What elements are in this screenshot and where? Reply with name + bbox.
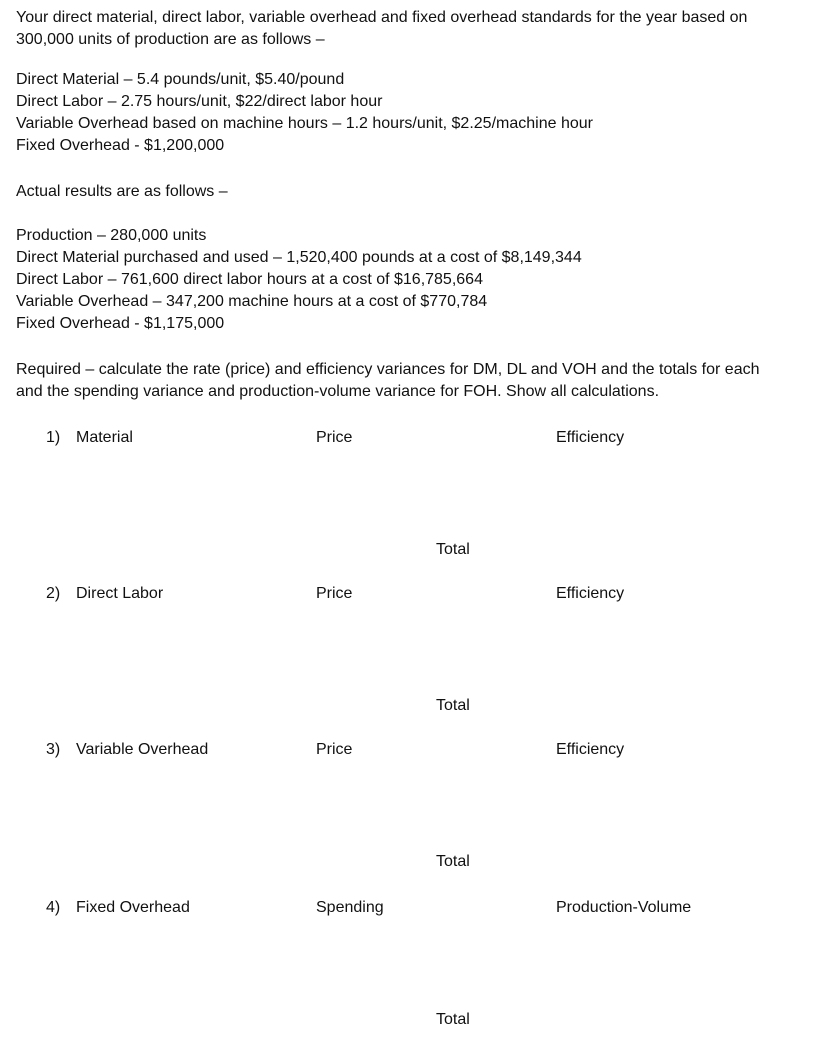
section-title: Material (76, 429, 133, 446)
section-fixed-overhead-header (0, 897, 836, 919)
section-variable-overhead-total (0, 851, 836, 873)
section-variable-overhead-header (0, 739, 836, 761)
section-direct-labor-header (0, 583, 836, 605)
total-label: Total (436, 541, 470, 558)
actual-fixed-overhead: Fixed Overhead - $1,175,000 (16, 315, 225, 332)
actual-direct-material: Direct Material purchased and used – 1,520,400 pounds at a cost of $8,149,344 (16, 249, 582, 266)
section-direct-labor-total (0, 695, 836, 717)
spending-variance-label: Spending (316, 899, 384, 916)
standard-fixed-overhead: Fixed Overhead - $1,200,000 (16, 137, 225, 154)
standard-direct-labor: Direct Labor – 2.75 hours/unit, $22/direct labor hour (16, 93, 383, 110)
section-fixed-overhead-total (0, 1009, 836, 1031)
section-number: 1) (46, 429, 61, 446)
total-label: Total (436, 697, 470, 714)
actual-variable-overhead: Variable Overhead – 347,200 machine hours at a cost of $770,784 (16, 293, 488, 310)
production-volume-variance-label: Production-Volume (556, 899, 692, 916)
section-title: Fixed Overhead (76, 899, 190, 916)
efficiency-variance-label: Efficiency (556, 741, 625, 758)
required-paragraph (16, 359, 816, 403)
actual-direct-labor: Direct Labor – 761,600 direct labor hours at a cost of $16,785,664 (16, 271, 483, 288)
section-number: 2) (46, 585, 61, 602)
section-number: 3) (46, 741, 61, 758)
standard-variable-overhead: Variable Overhead based on machine hours – 1.2 hours/unit, $2.25/machine hour (16, 115, 593, 132)
actual-results-heading: Actual results are as follows – (16, 183, 228, 200)
section-title: Direct Labor (76, 585, 164, 602)
section-material-header (0, 427, 836, 449)
actuals-list (16, 225, 816, 335)
standards-list (16, 69, 816, 157)
section-material-total (0, 539, 836, 561)
intro-line: 300,000 units of production are as follows – (16, 31, 325, 48)
price-variance-label: Price (316, 585, 353, 602)
price-variance-label: Price (316, 429, 353, 446)
standard-direct-material: Direct Material – 5.4 pounds/unit, $5.40/pound (16, 71, 345, 88)
price-variance-label: Price (316, 741, 353, 758)
total-label: Total (436, 1011, 470, 1028)
efficiency-variance-label: Efficiency (556, 585, 625, 602)
efficiency-variance-label: Efficiency (556, 429, 625, 446)
section-number: 4) (46, 899, 61, 916)
required-line: and the spending variance and production-volume variance for FOH. Show all calculations. (16, 383, 660, 400)
section-title: Variable Overhead (76, 741, 209, 758)
intro-paragraph (16, 7, 816, 51)
intro-line: Your direct material, direct labor, variable overhead and fixed overhead standards for the year based on (16, 9, 748, 26)
actual-production: Production – 280,000 units (16, 227, 207, 244)
required-line: Required – calculate the rate (price) and efficiency variances for DM, DL and VOH and the totals for each (16, 361, 760, 378)
total-label: Total (436, 853, 470, 870)
